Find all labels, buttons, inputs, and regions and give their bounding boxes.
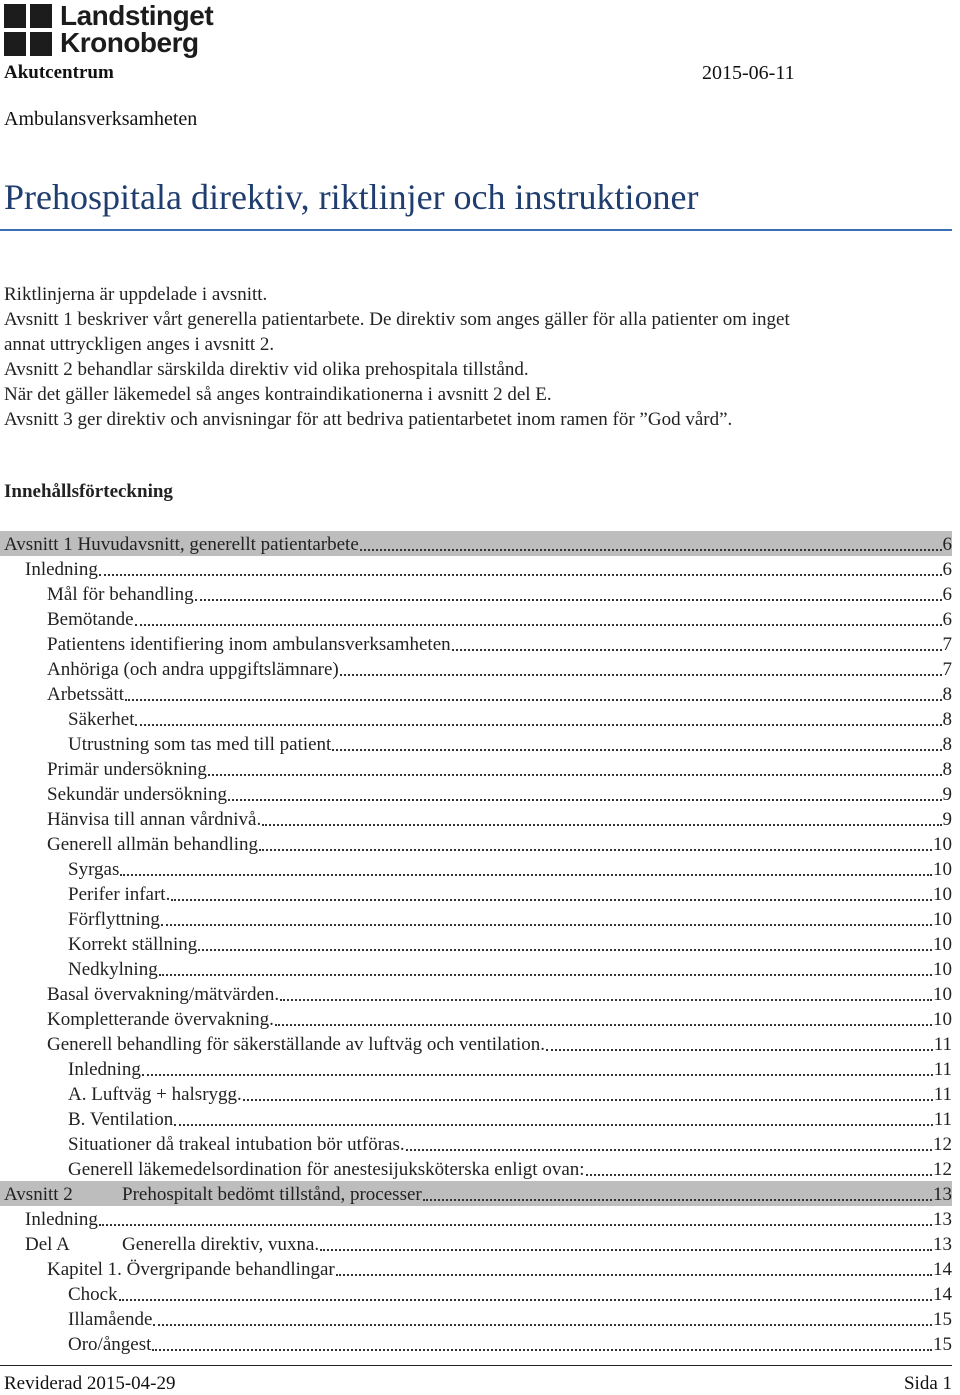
header-unit: Ambulansverksamheten (4, 108, 198, 130)
toc-entry-page: 7 (942, 659, 952, 680)
toc-entry-page: 12 (933, 1134, 952, 1155)
toc-leader (99, 574, 942, 576)
toc-entry-page: 8 (942, 709, 952, 730)
toc-entry-page: 6 (942, 584, 952, 605)
toc-entry-page: 6 (942, 559, 952, 580)
toc-entry-page: 11 (933, 1084, 952, 1105)
toc-leader (275, 1024, 932, 1026)
toc-leader (360, 549, 942, 551)
toc-entry[interactable] (0, 631, 952, 656)
toc-entry[interactable] (0, 681, 952, 706)
toc-entry-title: Korrekt ställning (68, 934, 198, 955)
toc-entry[interactable] (0, 1331, 952, 1356)
toc-entry-title: A. Luftväg + halsrygg. (68, 1084, 242, 1105)
toc-entry[interactable] (0, 581, 952, 606)
intro (4, 282, 944, 432)
toc-entry[interactable] (0, 531, 952, 556)
header-department: Akutcentrum (4, 62, 114, 83)
intro-line: Riktlinjerna är uppdelade i avsnitt. (4, 284, 268, 305)
toc-entry[interactable] (0, 806, 952, 831)
toc-entry[interactable] (0, 1156, 952, 1181)
toc-entry-title: Chock (68, 1284, 118, 1305)
toc-entry-page: 6 (942, 534, 952, 555)
toc-entry-page: 7 (942, 634, 952, 655)
logo-line1: Landstinget (60, 0, 214, 31)
toc-entry-page: 12 (933, 1159, 952, 1180)
toc-entry[interactable] (0, 556, 952, 581)
toc-entry-page: 10 (933, 934, 952, 955)
toc-entry[interactable] (0, 1256, 952, 1281)
title-rule (0, 229, 952, 231)
toc-entry-page: 13 (933, 1184, 952, 1205)
logo-text (60, 2, 213, 56)
toc-leader (135, 724, 941, 726)
toc-entry-title: Primär undersökning (47, 759, 207, 780)
toc-entry-page: 14 (933, 1259, 952, 1280)
toc-entry-title: Utrustning som tas med till patient (68, 734, 332, 755)
toc-leader (153, 1324, 932, 1326)
toc-entry-page: 9 (942, 809, 952, 830)
logo-line2: Kronoberg (60, 27, 199, 58)
toc-leader (159, 974, 932, 976)
toc-entry-title: Hänvisa till annan vårdnivå. (47, 809, 262, 830)
toc-entry-title: Nedkylning (68, 959, 158, 980)
intro-line: annat uttryckligen anges i avsnitt 2. (4, 334, 275, 355)
toc-entry[interactable] (0, 656, 952, 681)
toc-entry-title: Del A (25, 1234, 70, 1255)
toc-leader (161, 924, 932, 926)
toc-entry-page: 15 (933, 1334, 952, 1355)
toc-leader (280, 999, 932, 1001)
toc-entry-title: Inledning (25, 559, 98, 580)
toc-entry[interactable] (0, 606, 952, 631)
toc-entry[interactable] (0, 1106, 952, 1131)
toc-entry-title: Säkerhet (68, 709, 135, 730)
toc-entry-page: 10 (933, 909, 952, 930)
toc-leader (406, 1149, 932, 1151)
toc-entry-title: Patientens identifiering inom ambulansverksamheten (47, 634, 451, 655)
toc-entry-title: Avsnitt 2 (4, 1184, 73, 1205)
toc-entry-page: 10 (933, 984, 952, 1005)
table-of-contents (0, 531, 952, 1356)
toc-entry[interactable] (0, 1281, 952, 1306)
toc-entry-title: Kompletterande övervakning. (47, 1009, 274, 1030)
toc-entry-page: 11 (933, 1034, 952, 1055)
logo-mark (4, 4, 52, 56)
toc-entry-title: Förflyttning (68, 909, 160, 930)
toc-entry-title: Avsnitt 1 Huvudavsnitt, generellt patientarbete (4, 534, 359, 555)
toc-entry-title: Kapitel 1. Övergripande behandlingar (47, 1259, 335, 1280)
toc-leader (332, 749, 941, 751)
toc-entry-page: 10 (933, 959, 952, 980)
toc-leader (198, 949, 932, 951)
toc-entry-title: Generell behandling för säkerställande av luftväg och ventilation. (47, 1034, 546, 1055)
intro-line: Avsnitt 2 behandlar särskilda direktiv vid olika prehospitala tillstånd. (4, 359, 529, 380)
toc-entry[interactable] (0, 831, 952, 856)
toc-leader (228, 799, 942, 801)
toc-entry[interactable] (0, 731, 952, 756)
toc-entry[interactable] (0, 1031, 952, 1056)
toc-entry-page: 15 (933, 1309, 952, 1330)
toc-entry-title: Perifer infart. (68, 884, 171, 905)
toc-entry-page: 6 (942, 609, 952, 630)
toc-entry-title: Anhöriga (och andra uppgiftslämnare) (47, 659, 339, 680)
toc-entry[interactable] (0, 781, 952, 806)
toc-entry[interactable] (0, 931, 952, 956)
toc-entry-page: 14 (933, 1284, 952, 1305)
toc-entry-page: 13 (933, 1209, 952, 1230)
toc-entry-page: 10 (933, 834, 952, 855)
toc-entry-title: Basal övervakning/mätvärden. (47, 984, 280, 1005)
toc-leader (135, 624, 942, 626)
toc-entry-page: 13 (933, 1234, 952, 1255)
toc-entry-title: Bemötande (47, 609, 134, 630)
toc-leader (243, 1099, 933, 1101)
toc-entry-page: 8 (942, 759, 952, 780)
toc-entry-page: 10 (933, 859, 952, 880)
intro-line: När det gäller läkemedel så anges kontraindikationerna i avsnitt 2 del E. (4, 384, 552, 405)
toc-entry[interactable] (0, 1206, 952, 1231)
toc-entry[interactable] (0, 981, 952, 1006)
toc-entry-subtitle: Prehospitalt bedömt tillstånd, processer (122, 1184, 422, 1205)
page-title: Prehospitala direktiv, riktlinjer och instruktioner (4, 177, 699, 217)
toc-entry-page: 8 (942, 734, 952, 755)
toc-entry-title: Generell läkemedelsordination för anestesijuksköterska enligt ovan: (68, 1159, 585, 1180)
toc-entry[interactable] (0, 1006, 952, 1031)
toc-entry-title: Inledning (68, 1059, 141, 1080)
intro-line: Avsnitt 3 ger direktiv och anvisningar för att bedriva patientarbetet inom ramen för ”God vård”. (4, 409, 733, 430)
header-date: 2015-06-11 (702, 62, 795, 84)
toc-leader (174, 1124, 932, 1126)
toc-entry-page: 11 (933, 1109, 952, 1130)
toc-entry-page: 11 (933, 1059, 952, 1080)
toc-leader (586, 1174, 932, 1176)
toc-entry-title: Mål för behandling (47, 584, 194, 605)
toc-entry[interactable] (0, 956, 952, 981)
footer-revised: Reviderad 2015-04-29 (4, 1373, 176, 1394)
toc-leader (320, 1249, 932, 1251)
toc-entry[interactable] (0, 881, 952, 906)
toc-heading: Innehållsförteckning (4, 481, 173, 502)
toc-entry-title: Sekundär undersökning (47, 784, 227, 805)
toc-leader (99, 1224, 932, 1226)
toc-leader (142, 1074, 933, 1076)
toc-entry-title: B. Ventilation (68, 1109, 174, 1130)
toc-entry-page: 9 (942, 784, 952, 805)
footer-page-number: Sida 1 (903, 1373, 952, 1394)
toc-entry-subtitle: Generella direktiv, vuxna. (122, 1234, 320, 1255)
toc-entry[interactable] (0, 1131, 952, 1156)
toc-leader (259, 849, 932, 851)
toc-leader (195, 599, 942, 601)
toc-leader (546, 1049, 933, 1051)
toc-entry[interactable] (0, 1081, 952, 1106)
toc-leader (152, 1349, 932, 1351)
toc-entry[interactable] (0, 756, 952, 781)
toc-entry[interactable] (0, 856, 952, 881)
toc-leader (423, 1199, 932, 1201)
toc-entry-title: Arbetssätt (47, 684, 125, 705)
toc-entry-title: Syrgas (68, 859, 120, 880)
toc-entry-page: 10 (933, 884, 952, 905)
toc-entry-page: 10 (933, 1009, 952, 1030)
toc-entry[interactable] (0, 1056, 952, 1081)
toc-entry[interactable] (0, 1306, 952, 1331)
toc-leader (452, 649, 942, 651)
toc-leader (119, 1299, 932, 1301)
toc-entry[interactable] (0, 1231, 952, 1256)
toc-leader (171, 899, 932, 901)
toc-leader (208, 774, 942, 776)
toc-entry[interactable] (0, 1181, 952, 1206)
intro-line: Avsnitt 1 beskriver vårt generella patientarbete. De direktiv som anges gäller för alla patienter om inget (4, 309, 790, 330)
toc-leader (125, 699, 941, 701)
toc-entry-title: Situationer då trakeal intubation bör utföras. (68, 1134, 405, 1155)
toc-entry-title: Oro/ångest (68, 1334, 152, 1355)
footer-rule (0, 1365, 952, 1366)
toc-leader (120, 874, 932, 876)
toc-entry-title: Illamående (68, 1309, 153, 1330)
toc-leader (336, 1274, 932, 1276)
toc-entry[interactable] (0, 706, 952, 731)
toc-entry-title: Inledning (25, 1209, 98, 1230)
toc-entry[interactable] (0, 906, 952, 931)
toc-leader (262, 824, 941, 826)
toc-entry-page: 8 (942, 684, 952, 705)
toc-leader (340, 674, 942, 676)
toc-entry-title: Generell allmän behandling (47, 834, 259, 855)
